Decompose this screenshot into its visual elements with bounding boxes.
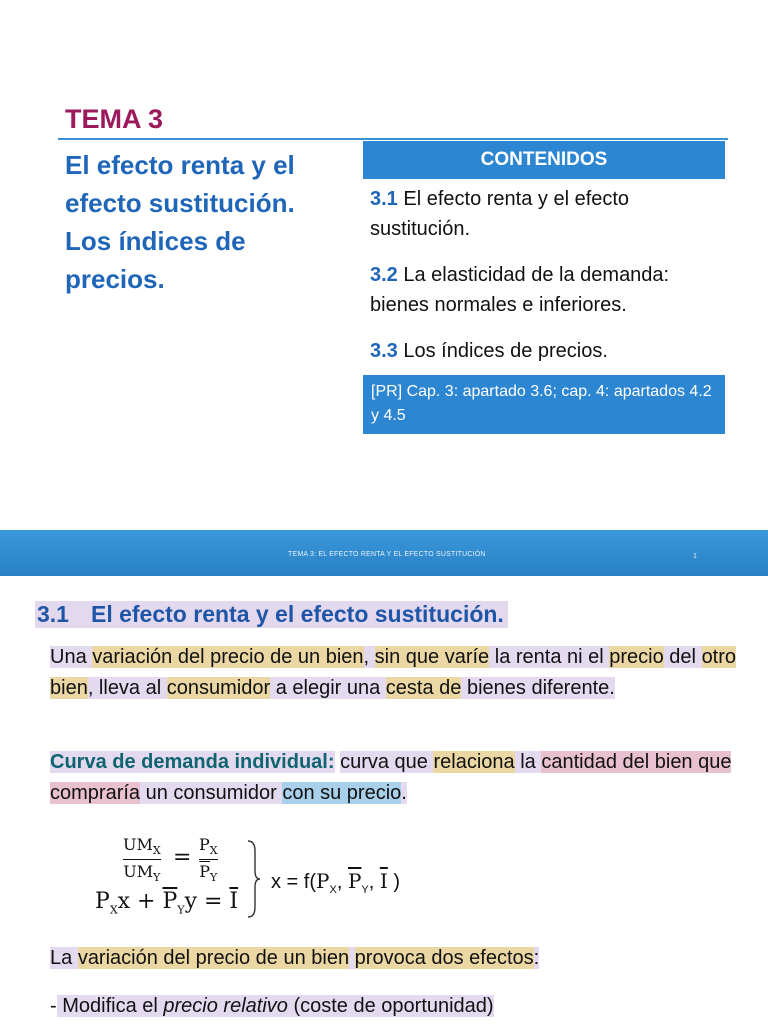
- contents-header: CONTENIDOS: [363, 141, 725, 179]
- price-symbol: $\overline{P}$: [162, 889, 178, 914]
- contents-item-3-3: [370, 336, 730, 366]
- text-run: , lleva al: [87, 677, 167, 699]
- reference-box: [PR] Cap. 3: apartado 3.6; cap. 4: apartados 4.2 y 4.5: [363, 375, 725, 434]
- price-symbol: P: [316, 869, 330, 893]
- subscript: Y: [153, 871, 161, 885]
- text-run: relaciona: [433, 751, 515, 773]
- paragraph-two-effects: [50, 943, 750, 974]
- budget-term: y =: [184, 889, 230, 914]
- subscript: X: [329, 884, 337, 896]
- slide-title: [65, 146, 355, 298]
- equals-sign: =: [173, 845, 192, 870]
- text-run: precio: [609, 646, 664, 668]
- contents-item-text: El efecto renta y el efecto sustitución.: [370, 188, 630, 240]
- separator: ,: [336, 871, 348, 893]
- paragraph-intro: [50, 642, 750, 704]
- contents-item-number: 3.2: [370, 264, 398, 286]
- text-run: variación del precio de un bien: [92, 646, 364, 668]
- text-run: la: [514, 751, 542, 773]
- bullet-relative-price: [50, 991, 750, 1022]
- subscript: Y: [177, 903, 185, 917]
- text-run: consumidor: [166, 677, 271, 699]
- text-run: que: [388, 751, 434, 773]
- page-number: 1: [693, 553, 697, 560]
- budget-constraint: [95, 889, 238, 916]
- text-run: cesta de: [385, 677, 462, 699]
- curly-brace: [245, 839, 261, 919]
- slide-footer-band: [0, 530, 768, 576]
- budget-term: x +: [117, 889, 163, 914]
- text-run: curva: [340, 751, 389, 773]
- contents-item-number: 3.3: [370, 340, 398, 362]
- text-run: (coste de oportunidad): [287, 995, 494, 1017]
- um-symbol: UM: [123, 835, 153, 854]
- section-title: El efecto renta y el efecto sustitución.: [90, 601, 504, 627]
- term-demand-curve: Curva de demanda individual:: [50, 751, 335, 773]
- text-run: otro bien: [50, 646, 737, 699]
- fraction-price: [199, 835, 218, 884]
- fraction-um: [123, 835, 161, 884]
- title-line: efecto sustitución.: [65, 188, 295, 218]
- paragraph-demand-curve: [50, 747, 750, 809]
- section-number: 3.1: [37, 601, 69, 627]
- subscript: X: [109, 903, 118, 917]
- fraction-bar: [199, 859, 218, 860]
- text-run: del: [663, 646, 702, 668]
- title-line: precios.: [65, 264, 165, 294]
- text-run: La: [50, 947, 78, 969]
- subscript: X: [152, 844, 161, 858]
- income-symbol: $\overline{I}$: [379, 869, 388, 893]
- optimality-formula: [95, 833, 535, 928]
- price-symbol: P: [95, 889, 110, 914]
- income-symbol: $\overline{I}$: [229, 889, 239, 914]
- text-run: .: [401, 782, 407, 804]
- contents-item-text: La elasticidad de la demanda: bienes normales e inferiores.: [370, 264, 670, 316]
- price-symbol: P: [199, 835, 210, 854]
- contents-item-3-1: [370, 184, 730, 244]
- text-run: Una: [50, 646, 93, 668]
- subscript: Y: [210, 871, 218, 885]
- text-run: con su precio: [282, 782, 402, 804]
- title-line: El efecto renta y el: [65, 150, 295, 180]
- demand-term: x = f(: [271, 871, 317, 893]
- text-run: provoca dos efectos: [354, 947, 534, 969]
- price-symbol: $\overline{P}$: [347, 869, 362, 893]
- text-run: :: [533, 947, 540, 969]
- contents-item-number: 3.1: [370, 188, 398, 210]
- price-symbol: $\overline{P}$: [199, 862, 211, 882]
- text-run: Modifica el: [56, 995, 164, 1017]
- demand-function: [271, 869, 400, 896]
- text-run: bienes diferente.: [461, 677, 615, 699]
- header-rule: [58, 138, 728, 140]
- demand-term: ): [387, 871, 401, 893]
- text-run: a elegir una: [270, 677, 386, 699]
- title-line: Los índices de: [65, 226, 246, 256]
- section-heading: [35, 601, 508, 628]
- bullet-dash: -: [50, 995, 57, 1017]
- subscript: Y: [361, 884, 369, 896]
- text-run: ,: [363, 646, 375, 668]
- um-symbol: UM: [123, 862, 154, 882]
- subscript: X: [209, 844, 218, 858]
- text-run: un consumidor: [140, 782, 283, 804]
- contents-item-text: Los índices de precios.: [397, 340, 608, 362]
- footer-title: TEMA 3: EL EFECTO RENTA Y EL EFECTO SUSTITUCIÓN: [288, 551, 486, 558]
- text-run-emphasis: precio relativo: [163, 995, 288, 1017]
- text-run: [349, 947, 355, 969]
- text-run: la renta ni el: [489, 646, 610, 668]
- text-run: sin que varíe: [374, 646, 490, 668]
- separator: ,: [368, 871, 380, 893]
- fraction-bar: [123, 859, 161, 860]
- text-run: cantidad del bien que compraría: [50, 751, 732, 804]
- text-run: variación del precio de un bien: [77, 947, 350, 969]
- slide-tema-label: TEMA 3: [65, 104, 164, 134]
- contents-item-3-2: [370, 260, 730, 320]
